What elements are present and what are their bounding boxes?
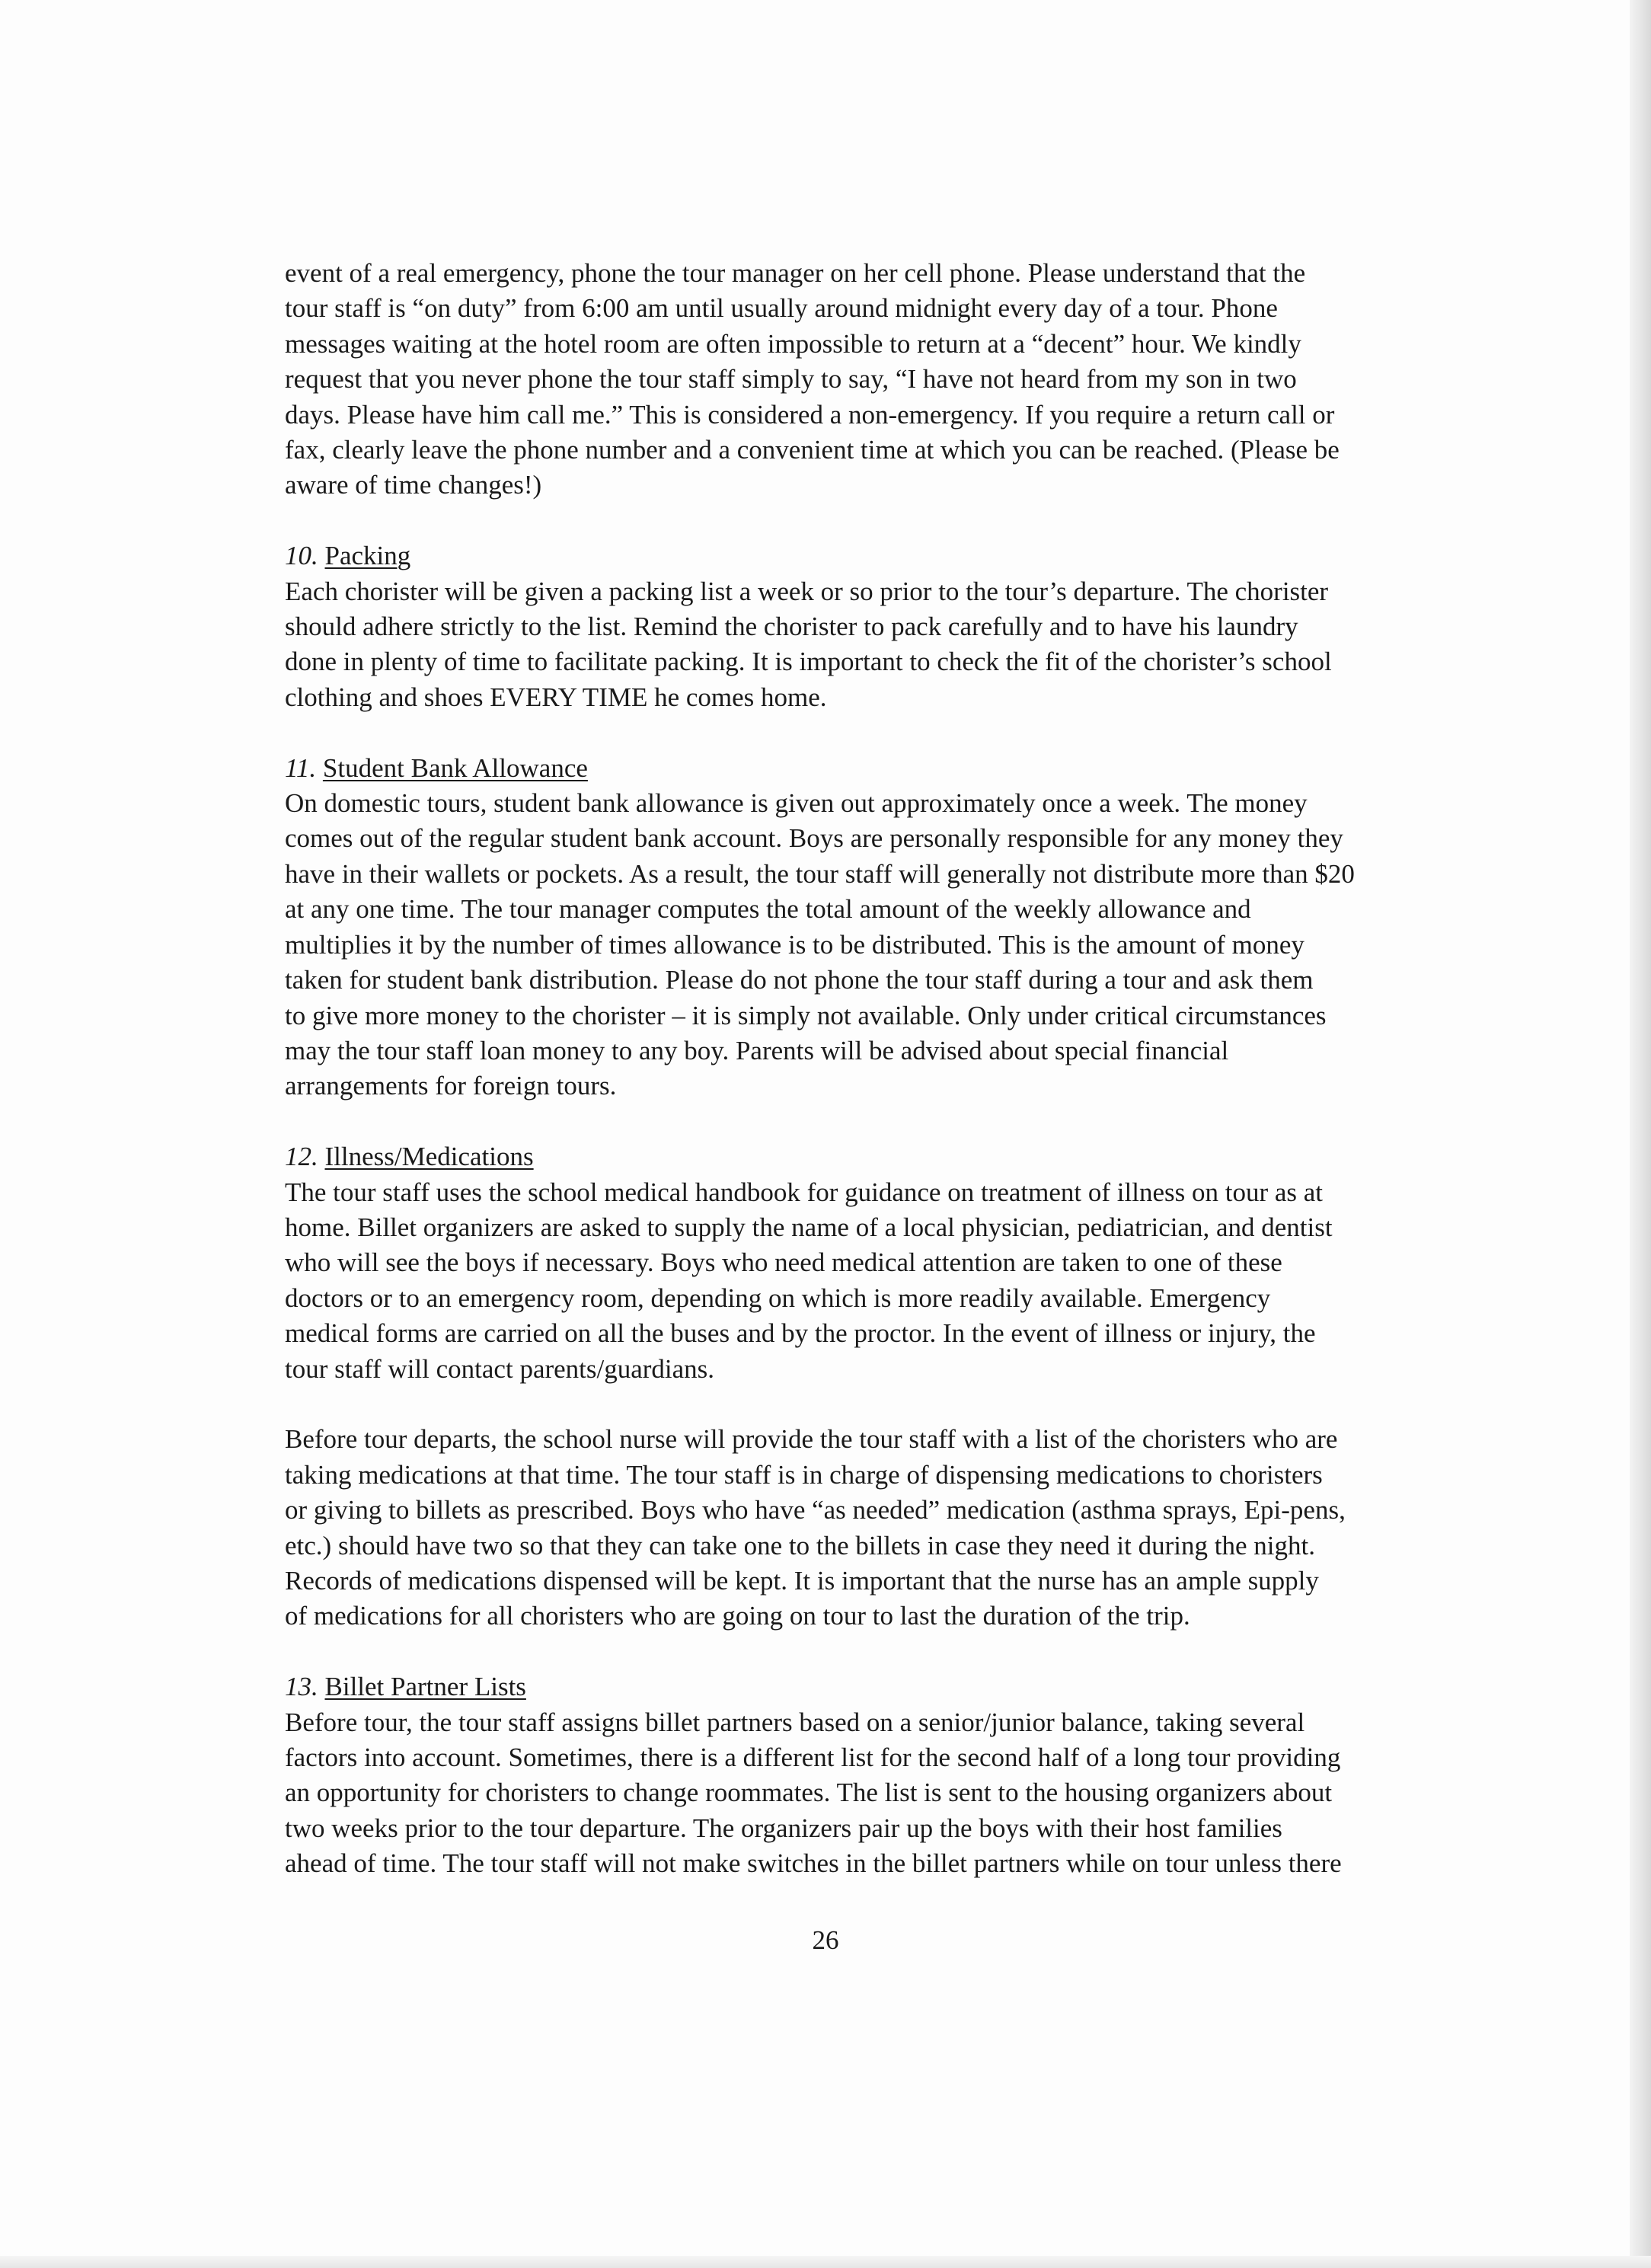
section-paragraph xyxy=(285,1175,1517,1387)
text-line: two weeks prior to the tour departure. The organizers pair up the boys with their host families xyxy=(285,1813,1282,1843)
page-body xyxy=(285,256,1517,1882)
text-line: taking medications at that time. The tour staff is in charge of dispensing medications to choristers xyxy=(285,1459,1323,1490)
text-line: medical forms are carried on all the buses and by the proctor. In the event of illness or injury, the xyxy=(285,1318,1316,1349)
text-line: done in plenty of time to facilitate packing. It is important to check the fit of the chorister’s school xyxy=(285,647,1332,677)
text-line: Each chorister will be given a packing list a week or so prior to the tour’s departure. The chorister xyxy=(285,576,1329,606)
section-title: Billet Partner Lists xyxy=(324,1672,526,1702)
section-heading xyxy=(285,1669,1517,1704)
text-line: The tour staff uses the school medical handbook for guidance on treatment of illness on tour as at xyxy=(285,1177,1324,1207)
section-number: 10. xyxy=(285,541,318,571)
section-heading xyxy=(285,538,1517,573)
section-title: Packing xyxy=(324,541,411,571)
section-13 xyxy=(285,1669,1517,1881)
section-spacer xyxy=(285,715,1517,750)
text-line: or giving to billets as prescribed. Boys who have “as needed” medication (asthma sprays, Epi-pens, xyxy=(285,1495,1346,1525)
text-line: ahead of time. The tour staff will not make switches in the billet partners while on tour unless there xyxy=(285,1848,1342,1879)
text-line: may the tour staff loan money to any boy. Parents will be advised about special financial xyxy=(285,1035,1229,1065)
intro-paragraph xyxy=(285,256,1517,503)
sections-container xyxy=(285,503,1517,1882)
page-bottom-edge xyxy=(0,2256,1651,2268)
text-line: Before tour departs, the school nurse will provide the tour staff with a list of the choristers who are xyxy=(285,1424,1338,1455)
text-line: tour staff is “on duty” from 6:00 am until usually around midnight every day of a tour. Phone xyxy=(285,293,1278,324)
section-spacer xyxy=(285,503,1517,538)
text-line: Records of medications dispensed will be kept. It is important that the nurse has an ample supply xyxy=(285,1565,1319,1596)
text-line: at any one time. The tour manager computes the total amount of the weekly allowance and xyxy=(285,894,1251,925)
text-line: messages waiting at the hotel room are often impossible to return at a “decent” hour. We kindly xyxy=(285,328,1301,359)
text-line: fax, clearly leave the phone number and a convenient time at which you can be reached. (Please be xyxy=(285,435,1340,465)
text-line: an opportunity for choristers to change roommates. The list is sent to the housing organizers about xyxy=(285,1778,1333,1808)
section-title: Student Bank Allowance xyxy=(322,752,588,783)
text-line: multiplies it by the number of times allowance is to be distributed. This is the amount of money xyxy=(285,929,1305,960)
section-spacer xyxy=(285,1634,1517,1669)
text-line: Before tour, the tour staff assigns billet partners based on a senior/junior balance, taking several xyxy=(285,1707,1305,1737)
section-paragraph xyxy=(285,786,1517,1104)
section-title: Illness/Medications xyxy=(324,1142,534,1172)
text-line: should adhere strictly to the list. Remind the chorister to pack carefully and to have his laundry xyxy=(285,612,1298,642)
page-number: 26 xyxy=(812,1925,839,1955)
text-line: clothing and shoes EVERY TIME he comes home. xyxy=(285,682,827,712)
section-heading xyxy=(285,1139,1517,1174)
text-line: aware of time changes!) xyxy=(285,470,542,500)
text-line: tour staff will contact parents/guardians. xyxy=(285,1353,715,1384)
text-line: taken for student bank distribution. Please do not phone the tour staff during a tour and ask them xyxy=(285,965,1314,995)
text-line: have in their wallets or pockets. As a result, the tour staff will generally not distribute more than $20 xyxy=(285,858,1355,889)
text-line: comes out of the regular student bank account. Boys are personally responsible for any money they xyxy=(285,823,1343,854)
section-11 xyxy=(285,751,1517,1104)
section-spacer xyxy=(285,1104,1517,1139)
text-line: On domestic tours, student bank allowance is given out approximately once a week. The money xyxy=(285,788,1308,819)
text-line: of medications for all choristers who are going on tour to last the duration of the trip. xyxy=(285,1601,1190,1631)
text-line: days. Please have him call me.” This is considered a non-emergency. If you require a return call or xyxy=(285,399,1335,430)
section-heading xyxy=(285,751,1517,786)
section-number: 12. xyxy=(285,1142,318,1172)
text-line: etc.) should have two so that they can take one to the billets in case they need it during the night. xyxy=(285,1530,1315,1560)
section-12 xyxy=(285,1139,1517,1634)
text-line: event of a real emergency, phone the tour manager on her cell phone. Please understand that the xyxy=(285,258,1306,288)
text-line: who will see the boys if necessary. Boys who need medical attention are taken to one of these xyxy=(285,1247,1282,1278)
text-line: home. Billet organizers are asked to supply the name of a local physician, pediatrician, and dentist xyxy=(285,1212,1333,1242)
section-paragraph xyxy=(285,574,1517,716)
section-10 xyxy=(285,538,1517,715)
section-paragraph xyxy=(285,1705,1517,1882)
text-line: arrangements for foreign tours. xyxy=(285,1071,617,1101)
text-line: doctors or to an emergency room, depending on which is more readily available. Emergency xyxy=(285,1283,1271,1313)
text-line: to give more money to the chorister – it is simply not available. Only under critical circumstances xyxy=(285,1000,1327,1030)
paragraph-spacer xyxy=(285,1387,1517,1422)
text-line: factors into account. Sometimes, there is a different list for the second half of a long tour providing xyxy=(285,1742,1341,1772)
section-number: 11. xyxy=(285,752,317,783)
text-line: request that you never phone the tour staff simply to say, “I have not heard from my son in two xyxy=(285,364,1297,395)
section-number: 13. xyxy=(285,1672,318,1702)
section-paragraph xyxy=(285,1422,1517,1634)
